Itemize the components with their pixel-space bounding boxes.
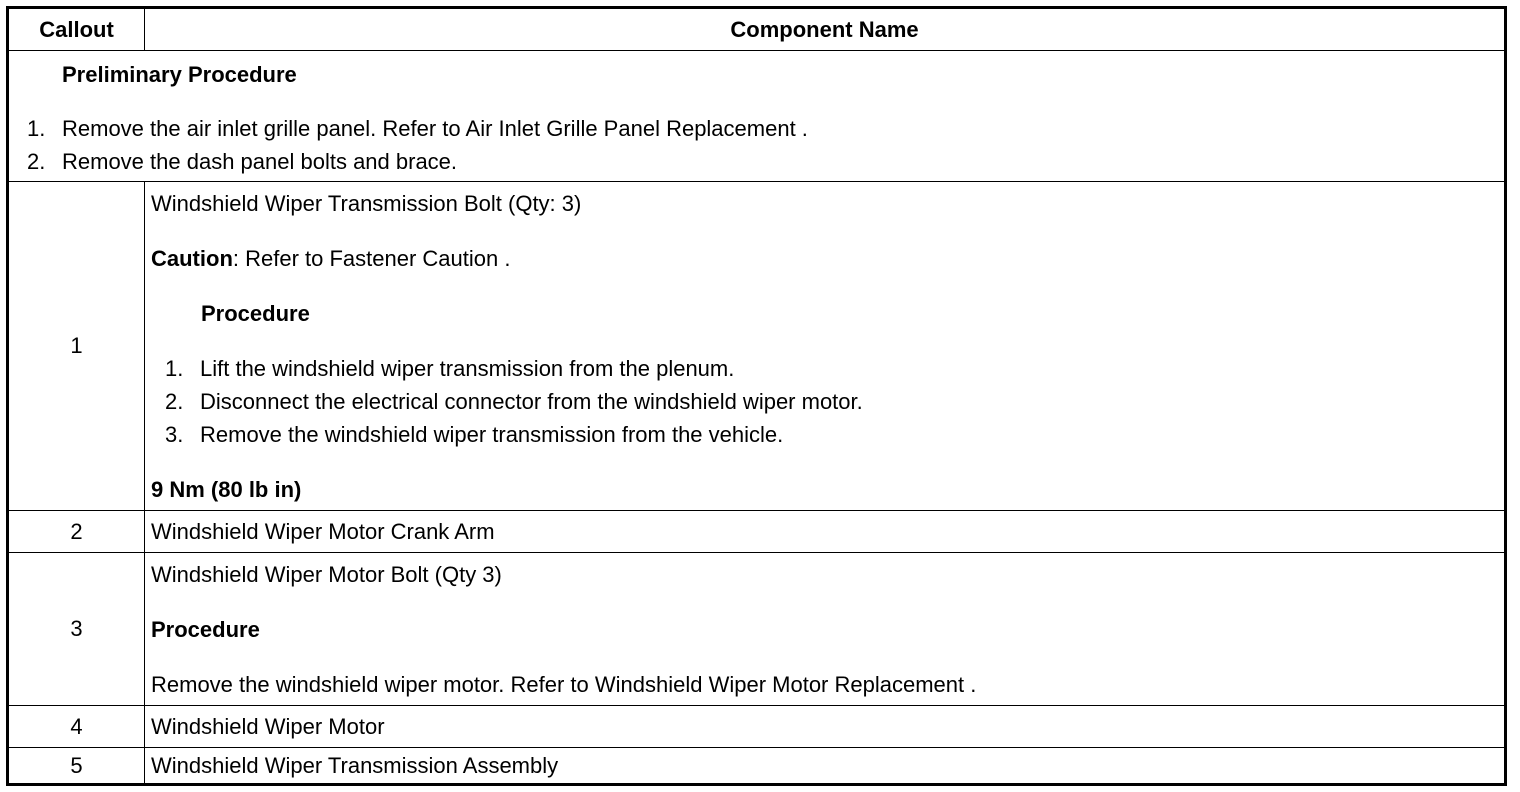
- step-number: 2.: [27, 149, 46, 174]
- preliminary-step: [27, 116, 808, 142]
- table-row: [9, 182, 1504, 511]
- step-text: Disconnect the electrical connector from the windshield wiper motor.: [200, 389, 863, 414]
- preliminary-procedure-row: [9, 51, 1504, 182]
- caution-note: [151, 246, 510, 272]
- callout-cell: 2: [9, 511, 145, 552]
- procedure-title: Procedure: [151, 617, 260, 642]
- procedure-text: Remove the windshield wiper motor. Refer to Windshield Wiper Motor Replacement .: [151, 672, 977, 697]
- step-text: Remove the windshield wiper transmission from the vehicle.: [200, 422, 784, 447]
- table-row: [9, 706, 1504, 748]
- table-row: [9, 553, 1504, 706]
- caution-text: : Refer to Fastener Caution .: [232, 246, 511, 271]
- component-name: Windshield Wiper Motor Crank Arm: [151, 518, 495, 544]
- table-row: [9, 511, 1504, 553]
- step-number: 1.: [165, 356, 184, 381]
- caution-label: Caution: [151, 246, 233, 271]
- component-name: Windshield Wiper Motor: [151, 713, 385, 739]
- table-row: [9, 748, 1504, 783]
- component-table: [6, 6, 1507, 786]
- torque-spec: 9 Nm (80 lb in): [151, 477, 302, 502]
- callout-cell: 4: [9, 706, 145, 747]
- preliminary-step: [27, 149, 457, 175]
- preliminary-procedure-title: Preliminary Procedure: [62, 62, 297, 87]
- component-name: Windshield Wiper Transmission Bolt (Qty: 3): [151, 191, 582, 216]
- step-number: 3.: [165, 422, 184, 447]
- component-cell: [145, 182, 1504, 510]
- procedure-step: [165, 422, 783, 448]
- procedure-step: [165, 356, 734, 382]
- step-text: Remove the dash panel bolts and brace.: [62, 149, 458, 174]
- callout-cell: 5: [9, 748, 145, 783]
- component-name: Windshield Wiper Motor Bolt (Qty 3): [151, 562, 502, 587]
- component-name: Windshield Wiper Transmission Assembly: [151, 752, 559, 778]
- procedure-title: Procedure: [201, 301, 310, 326]
- step-text: Lift the windshield wiper transmission from the plenum.: [200, 356, 735, 381]
- step-number: 1.: [27, 116, 46, 141]
- component-cell: [145, 553, 1504, 705]
- callout-header: Callout: [9, 9, 145, 50]
- callout-cell: 3: [9, 553, 145, 705]
- callout-cell: 1: [9, 182, 145, 510]
- step-text: Remove the air inlet grille panel. Refer to Air Inlet Grille Panel Replacement .: [62, 116, 808, 141]
- component-name-header: Component Name: [730, 16, 919, 42]
- procedure-step: [165, 389, 863, 415]
- step-number: 2.: [165, 389, 184, 414]
- table-header: [9, 9, 1504, 51]
